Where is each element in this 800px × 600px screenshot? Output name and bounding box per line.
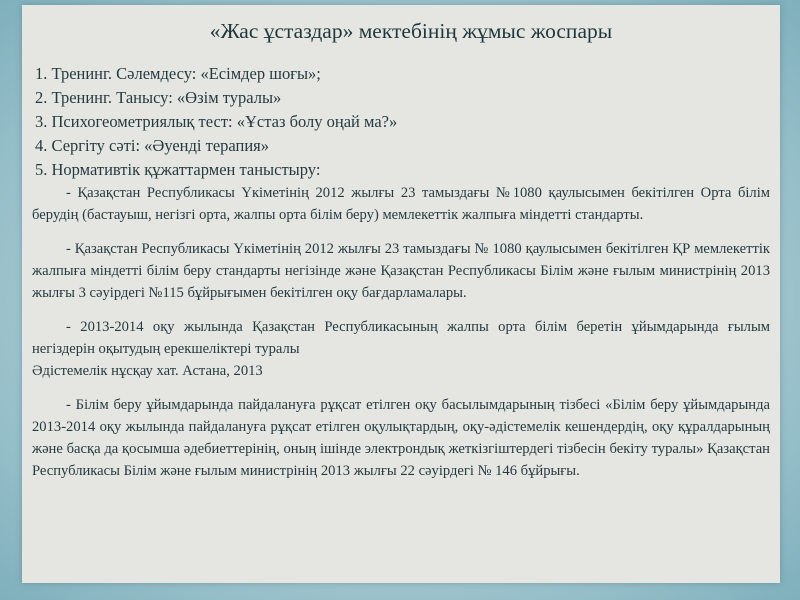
plan-item: 3. Психогеометриялық тест: «Ұстаз болу оңай ма?» <box>35 112 398 131</box>
slide-title: «Жас ұстаздар» мектебінің жұмыс жоспары <box>209 19 613 43</box>
plan-list <box>32 62 770 182</box>
document-paragraph: - Қазақстан Республикасы Үкіметінің 2012 жылғы 23 тамыздағы №1080 қаулысымен бекітілген Орта білім берудің (бастауыш, негізгі орта, жалпы орта білім беру) мемлекеттік жалпыға міндетті стандарты. <box>32 185 770 223</box>
plan-item: 2. Тренинг. Танысу: «Өзім туралы» <box>35 88 282 107</box>
document-subline: Әдістемелік нұсқау хат. Астана, 2013 <box>32 363 263 379</box>
document-paragraph: - Қазақстан Республикасы Үкіметінің 2012 жылғы 23 тамыздағы № 1080 қаулысымен бекітілген ҚР мемлекеттік жалпыға міндетті білім беру стандарты негізінде және Қазақстан Республикасы Білім және ғылым министрінің 2013 жылғы 3 сәуірдегі №115 бұйрығымен бекітілген оқу бағдарламалары. <box>32 241 770 301</box>
plan-item: 5. Нормативтік құжаттармен таныстыру: <box>35 160 321 179</box>
document-paragraph: - 2013-2014 оқу жылында Қазақстан Республикасының жалпы орта білім беретін ұйымдарында ғылым негіздерін оқытудың ерекшеліктері туралы <box>32 319 770 357</box>
plan-item: 4. Сергіту сәті: «Әуенді терапия» <box>35 136 269 155</box>
documents-section <box>32 182 770 482</box>
content-panel <box>22 5 780 583</box>
plan-item: 1. Тренинг. Сәлемдесу: «Есімдер шоғы»; <box>35 64 321 83</box>
document-paragraph: - Білім беру ұйымдарында пайдалануға рұқсат етілген оқу басылымдарының тізбесі «Білім беру ұйымдарында 2013-2014 оқу жылында пайдалануға рұқсат етілген оқулықтардың, оқу-әдістемелік кешендердің, оқу құралдарының және басқа да қосымша әдебиеттерінің, оның ішінде электрондық жеткізгіштердегі тізбесін бекіту туралы» Қазақстан Республикасы Білім және ғылым министрінің 2013 жылғы 22 сәуірдегі № 146 бұйрығы. <box>32 397 770 479</box>
